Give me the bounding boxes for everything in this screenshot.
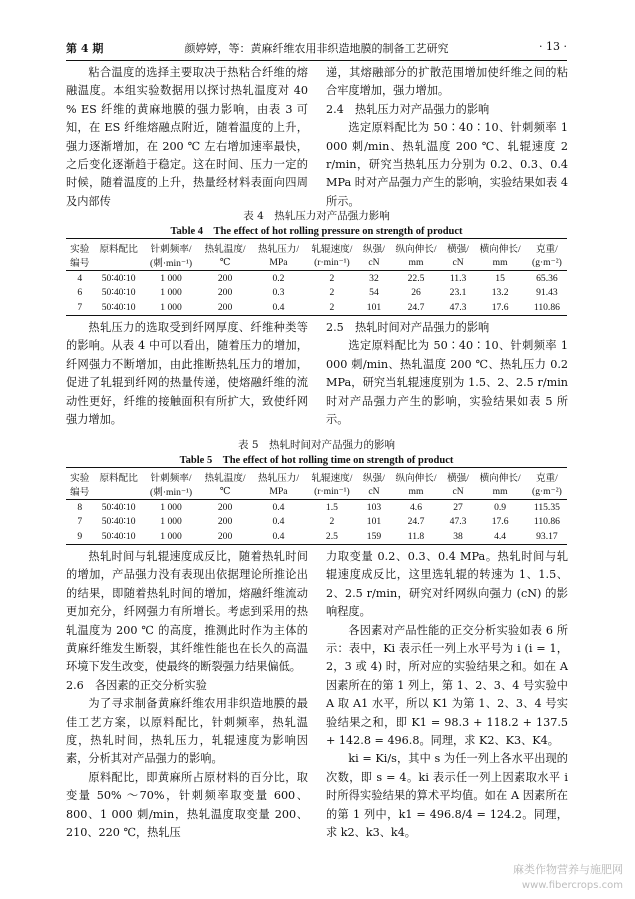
watermark-url: www.fibercrops.com xyxy=(521,880,623,891)
table-cell: 200 xyxy=(198,529,251,544)
left-column-bottom xyxy=(66,548,308,843)
table-header-cell: (r·min⁻¹) xyxy=(305,255,358,271)
paragraph: 选定原料配比为 50∶40∶10、针刺频率 1 000 刺/min、热轧温度 200 ℃、轧辊速度 2 r/min，研究当热轧压力分别为 0.2、0.3、0.4 MPa 时对产品强力产生的影响，实验结果如表 4 所示。 xyxy=(326,121,568,208)
right-column-top xyxy=(326,64,568,211)
table-row xyxy=(66,286,567,301)
right-column-middle xyxy=(326,319,568,429)
paragraph: 递，其熔融部分的扩散范围增加使纤维之间的粘合牢度增加，强力增加。 xyxy=(326,66,568,98)
table-row xyxy=(66,500,567,515)
table-cell: 50∶40∶10 xyxy=(94,300,144,315)
table-cell: 24.7 xyxy=(407,516,425,528)
table-cell: 11.8 xyxy=(389,529,442,544)
table-cell: 54 xyxy=(369,287,379,299)
table-header-row xyxy=(66,239,567,256)
table-cell: 2 xyxy=(329,516,335,528)
table-cell: 7 xyxy=(77,516,83,528)
table-cell: 110.86 xyxy=(533,516,560,528)
table-cell: 26 xyxy=(411,287,421,299)
table-cell: 4.4 xyxy=(473,529,526,544)
table-header-row xyxy=(66,255,567,271)
section-heading-2-5: 2.5 热轧时间对产品强力的影响 xyxy=(326,321,490,334)
table-header-cell: mm xyxy=(389,484,442,500)
table-header-cell: 针刺频率/ xyxy=(144,239,199,256)
table-cell: 93.17 xyxy=(527,529,567,544)
paragraph: 为了寻求制备黄麻纤维农用非织造地膜的最佳工艺方案，以原料配比，针刺频率，热轧温度，热轧时间，热轧压力，轧辊速度为影响因素，分析其对产品强力的影响。 xyxy=(66,697,308,766)
table-cell: 7 xyxy=(66,300,94,315)
table-header-cell xyxy=(94,255,144,271)
table-cell: 2 xyxy=(329,287,335,299)
table-cell: 1 000 xyxy=(160,272,182,284)
table-header-cell: 纵向伸长/ xyxy=(389,468,442,485)
table-header-cell: 克重/ xyxy=(527,239,567,256)
table-cell: 32 xyxy=(369,272,379,284)
issue-number: 第 4 期 xyxy=(66,42,104,55)
header-rule xyxy=(66,60,567,61)
table-cell: 17.6 xyxy=(473,300,526,315)
paragraph: 力取变量 0.2、0.3、0.4 MPa。热轧时间与轧辊速度成反比，这里选轧辊的转速为 1、1.5、2、2.5 r/min，研究对纤网纵向强力 (cN) 的影响程度。 xyxy=(326,550,568,619)
table-header-cell: 横强/ xyxy=(443,468,474,485)
table4-caption-en: Table 4 The effect of hot rolling pressure on strength of product xyxy=(170,226,463,237)
paragraph: 各因素对产品性能的正交分析实验如表 6 所示：表中，Ki 表示任一列上水平号为 i (i = 1，2，3 或 4) 时，所对应的实验结果之和。如在 A 因素所在的第 1 列上，第 1、2、3、4 号实验中 A 取 A1 水平，所以 K1 为第 1、2、3、4 号实验结果之和，即 K1 = 98.3 + 118.2 + 137.5 + 142.8 = 496.8。同理，求 K2、K3、K4。 xyxy=(326,623,568,748)
table-cell: 47.3 xyxy=(449,516,467,528)
table-header-cell: 纵强/ xyxy=(359,239,390,256)
table-cell: 110.86 xyxy=(527,300,567,315)
table5-caption-en: Table 5 The effect of hot rolling time on strength of product xyxy=(179,455,454,466)
paragraph: 热轧时间与轧辊速度成反比，随着热轧时间的增加，产品强力没有表现出依据理论所推论出的结果，即随着热轧时间的增加，熔融纤维流动更加充分，纤网强力有所增长。考虑到采用的热轧温度为 200 ℃ 的高度，推测此时作为主体的黄麻纤维发生断裂，其纤维性能也在长久的高温环境下发生改变，使最终的断裂强力结果偏低。 xyxy=(66,550,308,674)
table5-caption-cn: 表 5 热轧时间对产品强力的影响 xyxy=(237,439,396,451)
table-header-cell: 轧辊速度/ xyxy=(305,468,358,485)
table-header-cell: 横强/ xyxy=(443,239,474,256)
table-header-cell: mm xyxy=(473,484,526,500)
table-cell: 1 000 xyxy=(160,501,182,513)
table-cell: 13.2 xyxy=(491,287,509,299)
table-cell: 0.3 xyxy=(272,287,285,299)
table-cell: 0.2 xyxy=(272,272,285,284)
table-row xyxy=(66,271,567,286)
table-cell: 9 xyxy=(66,529,94,544)
table-cell: 200 xyxy=(217,287,233,299)
table-cell: 50∶40∶10 xyxy=(101,501,136,513)
running-header xyxy=(66,40,567,58)
table4-caption-cn: 表 4 热轧压力对产品强力影响 xyxy=(243,210,390,222)
table-cell: 101 xyxy=(359,300,390,315)
table-header-cell: 横向伸长/ xyxy=(473,468,526,485)
table-cell: 200 xyxy=(217,516,233,528)
table-5 xyxy=(66,467,567,545)
table-header-cell: MPa xyxy=(252,255,305,271)
table-cell: 2.5 xyxy=(305,529,358,544)
table-row xyxy=(66,515,567,530)
section-heading-2-6: 2.6 各因素的正交分析实验 xyxy=(66,678,207,692)
table-cell: 50∶40∶10 xyxy=(101,516,136,528)
table-cell: 4.6 xyxy=(410,501,422,513)
table-header-cell: (刺·min⁻¹) xyxy=(144,255,199,271)
table-cell: 0.4 xyxy=(272,516,285,528)
table-header-cell: cN xyxy=(359,484,390,500)
table-header-cell: 热轧压力/ xyxy=(252,468,305,485)
table-header-cell: 原料配比 xyxy=(94,239,144,256)
paragraph: 粘合温度的选择主要取决于热粘合纤维的熔融温度。本组实验数据用以探讨热轧温度对 40 % ES 纤维的黄麻地膜的强力影响，由表 3 可知，在 ES 纤维熔融点附近，随着温度的上升，强力逐渐增加，在 200 ℃ 左右增加速率最快，之后变化逐渐趋于稳定。这在时间、压力一定的时候，随着温度的上升，热量经材料表面向四周及内部传 xyxy=(66,66,308,208)
table-cell: 0.4 xyxy=(272,501,285,513)
right-column-bottom xyxy=(326,548,568,843)
table-header-cell: 热轧温度/ xyxy=(198,239,251,256)
table-cell: 1 000 xyxy=(160,287,182,299)
table-cell: 22.5 xyxy=(407,272,425,284)
table-cell: 1 000 xyxy=(144,300,199,315)
table-header-cell: ℃ xyxy=(198,484,251,500)
table-header-cell: 编号 xyxy=(66,255,94,271)
table-cell: 1 000 xyxy=(144,529,199,544)
table-cell: 1.5 xyxy=(325,501,338,513)
table-cell: 101 xyxy=(366,516,382,528)
table-cell: 17.6 xyxy=(491,516,509,528)
table-cell: 0.4 xyxy=(252,529,305,544)
table-header-cell: 纵向伸长/ xyxy=(389,239,442,256)
table-header-cell: 纵强/ xyxy=(359,468,390,485)
table-header-cell: 热轧温度/ xyxy=(198,468,251,485)
left-column-middle xyxy=(66,319,308,429)
table-header-cell: 横向伸长/ xyxy=(473,239,526,256)
table-cell: 91.43 xyxy=(536,287,558,299)
table-header-row xyxy=(66,484,567,500)
table-header-cell: 编号 xyxy=(66,484,94,500)
table-cell: 65.36 xyxy=(536,272,558,284)
table-header-cell: MPa xyxy=(252,484,305,500)
table-cell: 50∶40∶10 xyxy=(101,287,136,299)
watermark-text: 麻类作物营养与施肥网 xyxy=(513,863,623,876)
table-cell: 200 xyxy=(217,501,233,513)
table-header-cell xyxy=(94,484,144,500)
table-header-cell: (r·min⁻¹) xyxy=(305,484,358,500)
table-cell: 0.4 xyxy=(252,300,305,315)
table-header-cell: 轧辊速度/ xyxy=(305,239,358,256)
page-number: · 13 · xyxy=(539,40,567,53)
table-cell: 50∶40∶10 xyxy=(101,272,136,284)
table-cell: 200 xyxy=(198,300,251,315)
table-cell: 2 xyxy=(305,300,358,315)
table-header-cell: 克重/ xyxy=(527,468,567,485)
paragraph: ki = Ki/s，其中 s 为任一列上各水平出现的次数，即 s = 4。ki 表示任一列上因素取水平 i 时所得实验结果的算术平均值。如在 A 因素所在的第 1 列中，k1 = 496.8/4 = 124.2。同理，求 k2、k3、k4。 xyxy=(326,752,568,840)
table-cell: 15 xyxy=(495,272,505,284)
table-header-cell: mm xyxy=(473,255,526,271)
table-cell: 23.1 xyxy=(449,287,467,299)
table-cell: 8 xyxy=(77,501,83,513)
table-cell: 0.9 xyxy=(494,501,507,513)
table-cell: 50∶40∶10 xyxy=(94,529,144,544)
table-cell: 1 000 xyxy=(160,516,182,528)
table-cell: 103 xyxy=(366,501,382,513)
table-header-cell: 实验 xyxy=(66,239,94,256)
table-header-row xyxy=(66,468,567,485)
table-header-cell: mm xyxy=(389,255,442,271)
table-cell: 27 xyxy=(453,501,463,513)
table-header-cell: (刺·min⁻¹) xyxy=(144,484,199,500)
paragraph: 原料配比，即黄麻所占原材料的百分比，取变量 50% ～70%，针刺频率取变量 600、800、1 000 刺/min，热轧温度取变量 200、210、220 ℃，热轧压 xyxy=(66,770,308,840)
table-header-cell: (g·m⁻²) xyxy=(527,255,567,271)
table-header-cell: 原料配比 xyxy=(94,468,144,485)
table-header-cell: cN xyxy=(443,255,474,271)
table-header-cell: (g·m⁻²) xyxy=(527,484,567,500)
table-row xyxy=(66,300,567,315)
table-cell: 6 xyxy=(77,287,83,299)
section-heading-2-4: 2.4 热轧压力对产品强力的影响 xyxy=(326,102,490,116)
table-header-cell: ℃ xyxy=(198,255,251,271)
paragraph: 热轧压力的选取受到纤网厚度、纤维种类等的影响。从表 4 中可以看出，随着压力的增加，纤网强力不断增加，由此推断热轧压力的增加，促进了轧辊到纤网的热量传递，使熔融纤维的流动性更好，纤维的接触面积有所扩大，致使纤网强力增加。 xyxy=(66,321,308,427)
table-header-cell: 热轧压力/ xyxy=(252,239,305,256)
table-cell: 2 xyxy=(329,272,335,284)
running-title: 颜婷婷，等：黄麻纤维农用非织造地膜的制备工艺研究 xyxy=(184,42,449,55)
table-cell: 200 xyxy=(217,272,233,284)
table-cell: 159 xyxy=(359,529,390,544)
table-4 xyxy=(66,238,567,316)
table-cell: 38 xyxy=(443,529,474,544)
table-cell: 24.7 xyxy=(389,300,442,315)
table-cell: 115.35 xyxy=(533,501,560,513)
left-column-top xyxy=(66,64,308,211)
table-header-cell: cN xyxy=(443,484,474,500)
table-header-cell: 实验 xyxy=(66,468,94,485)
table-cell: 4 xyxy=(77,272,83,284)
table-row xyxy=(66,529,567,544)
table-header-cell: 针刺频率/ xyxy=(144,468,199,485)
table-cell: 11.3 xyxy=(449,272,467,284)
table-cell: 47.3 xyxy=(443,300,474,315)
paragraph: 选定原料配比为 50∶40∶10、针刺频率 1 000 刺/min、热轧温度 200 ℃、热轧压力 0.2 MPa，研究当轧辊速度别为 1.5、2、2.5 r/min 时对产品强力产生的影响，实验结果如表 5 所示。 xyxy=(326,339,568,427)
table-header-cell: cN xyxy=(359,255,390,271)
